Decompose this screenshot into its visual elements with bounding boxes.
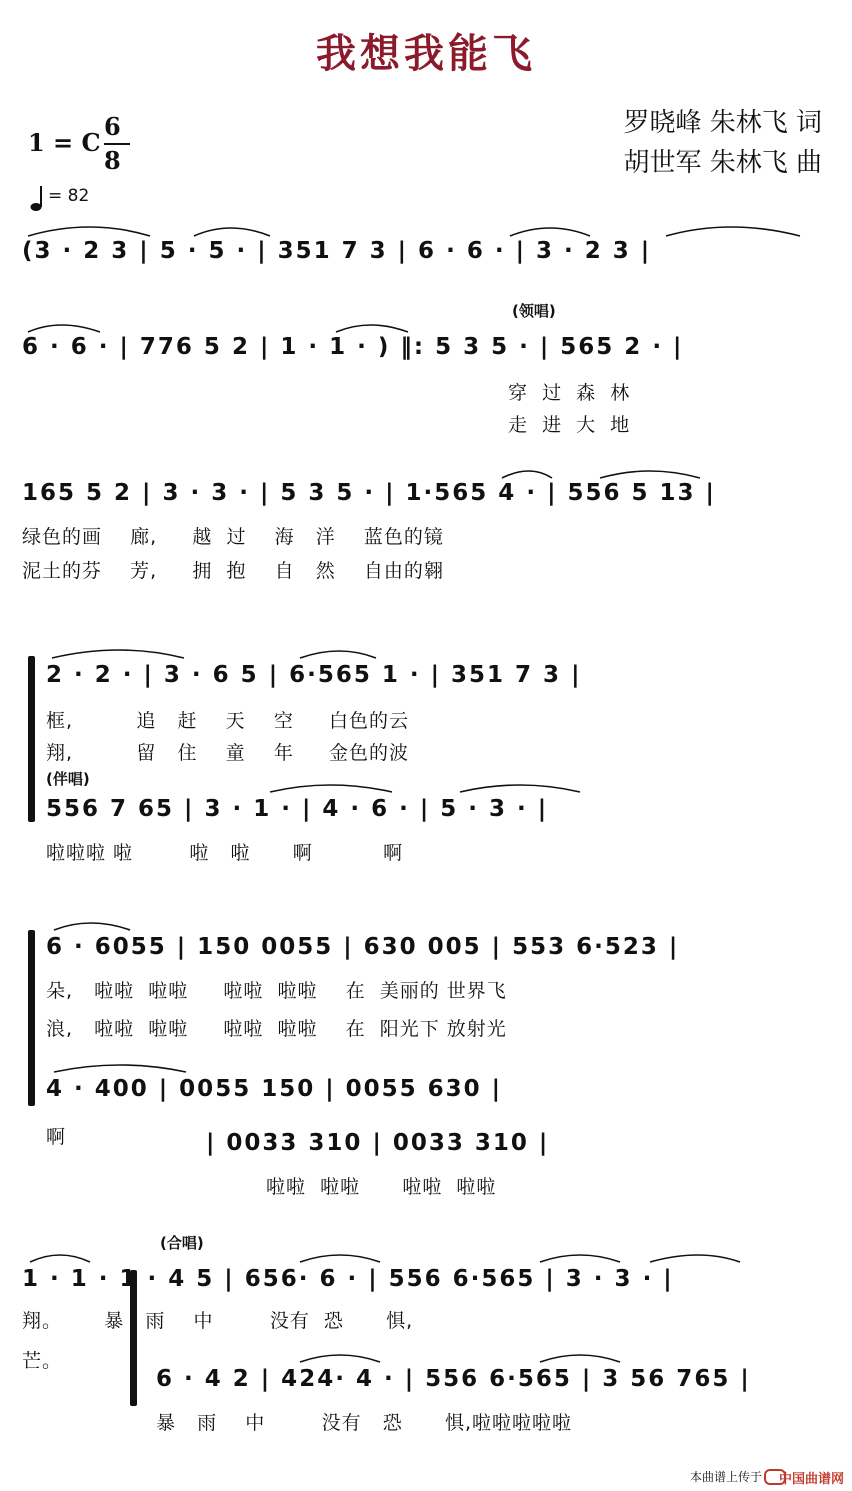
lyrics-line-10: 暴 雨 中 没有 恐 惧,啦啦啦啦啦	[156, 1412, 572, 1434]
notation-line-7: 4 · 400 | 0055 150 | 0055 630 |	[46, 1076, 503, 1102]
lyrics-line-9-verse-2: 芒。	[22, 1350, 63, 1372]
notation-line-3: 165 5 2 | 3 · 3 · | 5 3 5 · | 1·565 4 · | 556 5 13 |	[22, 480, 716, 506]
lyrics-line-4-verse-1: 框, 追 赶 天 空 白色的云	[46, 710, 410, 732]
notation-line-10: 6 · 4 2 | 424· 4 · | 556 6·565 | 3 56 765 |	[156, 1366, 751, 1392]
notation-line-4: 2 · 2 · | 3 · 6 5 | 6·565 1 · | 351 7 3 |	[46, 662, 582, 688]
lyrics-line-2-verse-2: 走 进 大 地	[508, 414, 631, 436]
lyrics-line-9-verse-1: 翔。 暴 雨 中 没有 恐 惧,	[22, 1310, 414, 1332]
notation-line-1: (3 · 2 3 | 5 · 5 · | 351 7 3 | 6 · 6 · | 3 · 2 3 |	[22, 238, 652, 264]
lyrics-line-8: 啦啦 啦啦 啦啦 啦啦	[266, 1176, 497, 1198]
chorus-label: (合唱)	[160, 1234, 204, 1252]
meter-bottom: 8	[104, 146, 121, 175]
lyricist-credit: 罗晓峰 朱林飞 词	[623, 108, 822, 138]
notation-line-6: 6 · 6055 | 150 0055 | 630 005 | 553 6·523 |	[46, 934, 680, 960]
lyrics-line-4-verse-2: 翔, 留 住 童 年 金色的波	[46, 742, 410, 764]
composer-credit: 胡世军 朱林飞 曲	[623, 148, 822, 178]
notation-line-5: 556 7 65 | 3 · 1 · | 4 · 6 · | 5 · 3 · |	[46, 796, 549, 822]
lyrics-line-6-verse-2: 浪, 啦啦 啦啦 啦啦 啦啦 在 阳光下 放射光	[46, 1018, 507, 1040]
lyrics-line-2-verse-1: 穿 过 森 林	[508, 382, 631, 404]
lyrics-line-3-verse-1: 绿色的画 廊, 越 过 海 洋 蓝色的镜	[22, 526, 444, 548]
tempo-marking: = 82	[48, 186, 90, 206]
notation-line-2: 6 · 6 · | 776 5 2 | 1 · 1 · ) ‖: 5 3 5 · | 565 2 · |	[22, 334, 684, 360]
notation-line-8: | 0033 310 | 0033 310 |	[206, 1130, 550, 1156]
lyrics-line-3-verse-2: 泥土的芬 芳, 拥 抱 自 然 自由的翱	[22, 560, 444, 582]
accompany-label: (伴唱)	[46, 770, 90, 788]
lyrics-line-5: 啦啦啦 啦 啦 啦 啊 啊	[46, 842, 404, 864]
footer-note: 本曲谱上传于	[689, 1470, 762, 1484]
song-title: 我想我能飞	[316, 31, 536, 77]
lead-label: (领唱)	[512, 302, 556, 320]
key-signature: 1 = C	[28, 128, 101, 157]
notation-line-9: 1 · 1 · 1 · 4 5 | 656· 6 · | 556 6·565 | 3 · 3 · |	[22, 1266, 674, 1292]
meter-top: 6	[104, 112, 121, 141]
lyrics-line-6-verse-1: 朵, 啦啦 啦啦 啦啦 啦啦 在 美丽的 世界飞	[46, 980, 507, 1002]
footer-brand[interactable]: 中国曲谱网	[778, 1472, 844, 1487]
lyrics-line-7: 啊	[46, 1126, 67, 1148]
